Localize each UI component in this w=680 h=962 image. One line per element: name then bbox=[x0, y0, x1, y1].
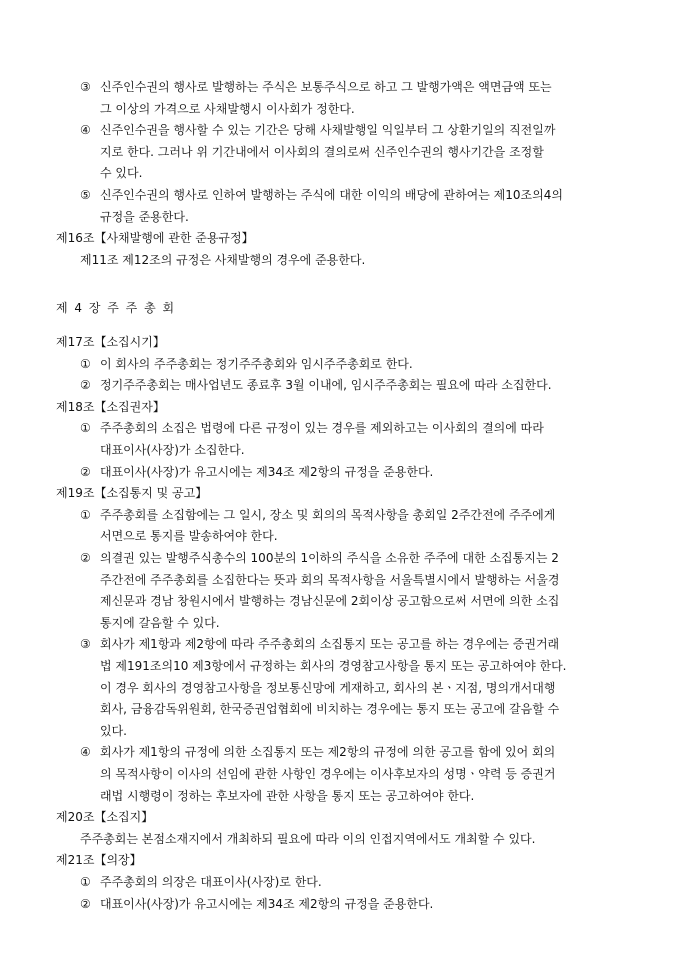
clause-line: 대표이사(사장)가 유고시에는 제34조 제2항의 규정을 준용한다. bbox=[100, 896, 434, 911]
clause-number: ② bbox=[80, 464, 91, 479]
clause-number: ② bbox=[80, 378, 91, 393]
clause-line: 신주인수권의 행사로 인하여 발행하는 주식에 대한 이익의 배당에 관하여는 제10조의4의 bbox=[100, 188, 563, 202]
clause-line: 회사가 제1항의 규정에 의한 소집통지 또는 제2항의 규정에 의한 공고를 함에 있어 회의 bbox=[100, 745, 556, 760]
clause-line: 주주총회의 의장은 대표이사(사장)로 한다. bbox=[100, 875, 322, 889]
clause-line: 제신문과 경남 창원시에서 발행하는 경남신문에 2회이상 공고함으로써 서면에 의한 소집 bbox=[100, 594, 560, 609]
clause-line: 회사가 제1항과 제2항에 따라 주주총회의 소집통지 또는 공고를 하는 경우에는 증권거래 bbox=[100, 637, 560, 652]
clause-line: 이 회사의 주주총회는 정기주주총회와 임시주주총회로 한다. bbox=[100, 356, 413, 371]
clause-number: ② bbox=[80, 896, 91, 911]
clause-line: 규정을 준용한다. bbox=[100, 209, 189, 224]
clause-line: 래법 시행령이 정하는 후보자에 관한 사항을 통지 또는 공고하여야 한다. bbox=[100, 788, 475, 803]
clause-line: 주간전에 주주총회를 소집한다는 뜻과 회의 목적사항을 서울특별시에서 발행하는 서울경 bbox=[100, 572, 560, 587]
article-heading: 제19조【소집통지 및 공고】 bbox=[56, 486, 208, 501]
clause-number: ① bbox=[80, 875, 91, 889]
article-heading: 제21조【의장】 bbox=[56, 853, 142, 868]
clause-line: 통지에 갈음할 수 있다. bbox=[100, 615, 220, 630]
article-heading: 제16조【사채발행에 관한 준용규정】 bbox=[56, 231, 254, 246]
clause-line: 수 있다. bbox=[100, 166, 143, 181]
clause-line: 이 경우 회사의 경영참고사항을 정보통신망에 게재하고, 회사의 본ㆍ지점, 명의개서대행 bbox=[100, 680, 556, 695]
article-heading: 제17조【소집시기】 bbox=[56, 335, 165, 349]
clause-number: ③ bbox=[80, 80, 91, 94]
clause-line: 대표이사(사장)가 소집한다. bbox=[100, 443, 245, 457]
clause-line: 회사, 금융감독위원회, 한국증권업협회에 비치하는 경우에는 통지 또는 공고에 갈음할 수 bbox=[100, 702, 560, 717]
clause-line: 정기주주총회는 매사업년도 종료후 3월 이내에, 임시주주총회는 필요에 따라 소집한다. bbox=[100, 378, 552, 393]
clause-line: 주주총회의 소집은 법령에 다른 규정이 있는 경우를 제외하고는 이사회의 결의에 따라 bbox=[100, 421, 544, 436]
clause-line: 신주인수권을 행사할 수 있는 기간은 당해 사채발행일 익일부터 그 상환기일의 직전일까 bbox=[100, 123, 556, 138]
clause-number: ① bbox=[80, 421, 91, 436]
clause-line: 주주총회를 소집함에는 그 일시, 장소 및 회의의 목적사항을 총회일 2주간전에 주주에게 bbox=[100, 507, 556, 522]
clause-number: ① bbox=[80, 356, 91, 371]
article-heading: 제20조【소집지】 bbox=[56, 810, 154, 825]
clause-number: ② bbox=[80, 551, 91, 565]
article-body: 제11조 제12조의 규정은 사채발행의 경우에 준용한다. bbox=[80, 252, 366, 267]
clause-line: 있다. bbox=[100, 723, 127, 738]
article-body: 주주총회는 본점소재지에서 개최하되 필요에 따라 이의 인접지역에서도 개최할 수 있다. bbox=[80, 831, 536, 846]
clause-number: ④ bbox=[80, 123, 91, 138]
clause-line: 그 이상의 가격으로 사채발행시 이사회가 정한다. bbox=[100, 101, 355, 116]
clause-number: ③ bbox=[80, 637, 91, 652]
clause-line: 의 목적사항이 이사의 선임에 관한 사항인 경우에는 이사후보자의 성명ㆍ약력 등 증권거 bbox=[100, 767, 556, 781]
article-heading: 제18조【소집권자】 bbox=[56, 399, 165, 414]
clause-line: 지로 한다. 그러나 위 기간내에서 이사회의 결의로써 신주인수권의 행사기간을 조정할 bbox=[100, 144, 544, 159]
clause-number: ⑤ bbox=[80, 188, 91, 202]
clause-line: 의결권 있는 발행주식총수의 100분의 1이하의 주식을 소유한 주주에 대한 소집통지는 2 bbox=[100, 551, 559, 565]
clause-number: ① bbox=[80, 507, 91, 522]
clause-line: 서면으로 통지를 발송하여야 한다. bbox=[100, 529, 278, 544]
clause-line: 법 제191조의10 제3항에서 규정하는 회사의 경영참고사항을 통지 또는 공고하여야 한다. bbox=[100, 659, 567, 673]
clause-number: ④ bbox=[80, 745, 91, 760]
clause-line: 대표이사(사장)가 유고시에는 제34조 제2항의 규정을 준용한다. bbox=[100, 464, 434, 479]
clause-line: 신주인수권의 행사로 발행하는 주식은 보통주식으로 하고 그 발행가액은 액면금액 또는 bbox=[100, 80, 552, 94]
chapter-heading: 제 4 장 주 주 총 회 bbox=[56, 301, 175, 316]
